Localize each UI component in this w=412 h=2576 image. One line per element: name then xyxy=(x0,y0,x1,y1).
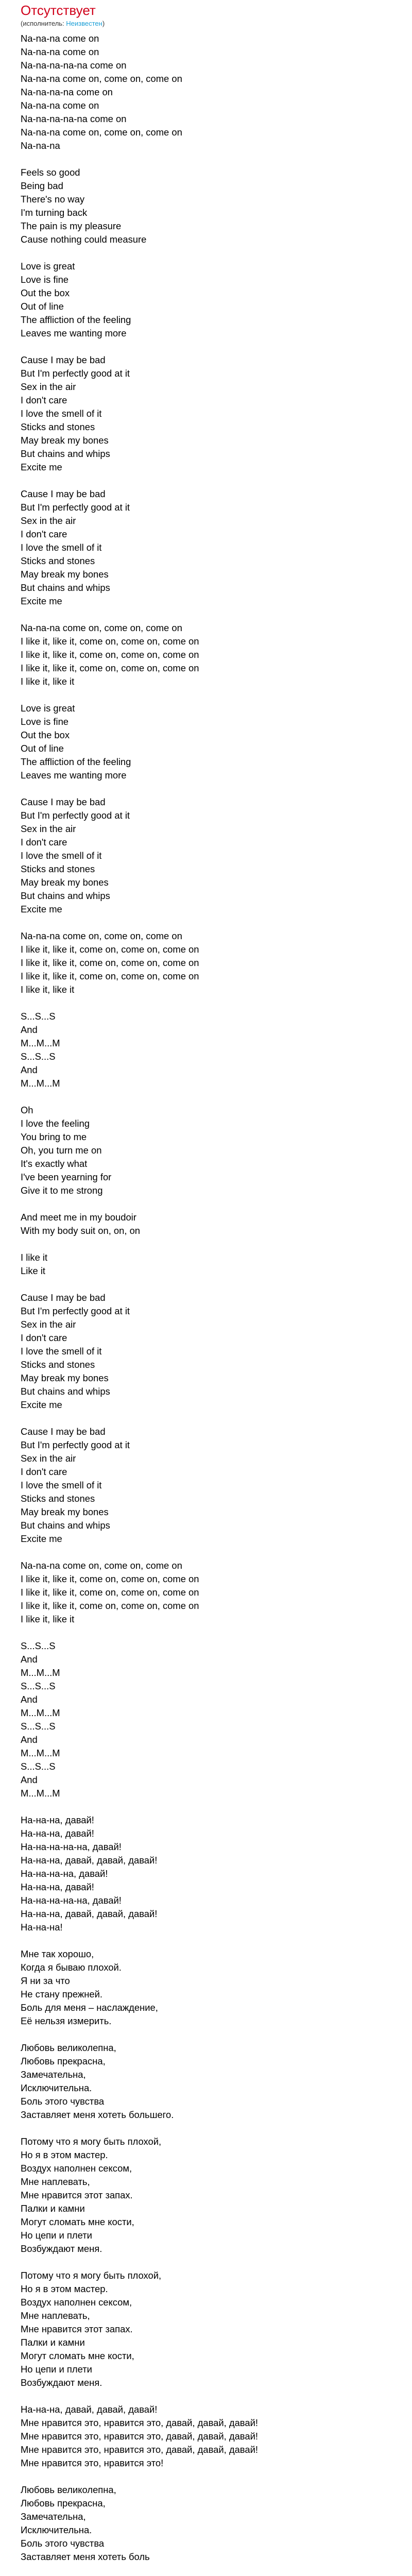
lyric-line: Но я в этом мастер. xyxy=(21,2149,108,2160)
lyric-line: Боль этого чувства xyxy=(21,2096,105,2107)
lyric-line: Na-na-na come on xyxy=(21,46,99,57)
lyric-line: But I'm perfectly good at it xyxy=(21,1439,130,1450)
lyric-line: Заставляет меня хотеть боль xyxy=(21,2551,150,2562)
lyrics-text xyxy=(21,32,391,2564)
lyric-line: Being bad xyxy=(21,180,63,191)
lyric-line: Могут сломать мне кости, xyxy=(21,2216,134,2227)
lyric-line: But chains and whips xyxy=(21,448,110,459)
lyric-line: Excite me xyxy=(21,462,62,472)
lyric-line: I don't care xyxy=(21,1332,67,1343)
lyric-line: Её нельзя измерить. xyxy=(21,2015,112,2026)
lyric-line: Out of line xyxy=(21,743,64,754)
lyric-line: But chains and whips xyxy=(21,1520,110,1531)
lyric-line: I like it, like it, come on, come on, come on xyxy=(21,649,199,660)
lyric-line: Не стану прежней. xyxy=(21,1989,102,1999)
lyric-line xyxy=(21,340,391,353)
lyric-line: Cause I may be bad xyxy=(21,1292,106,1303)
lyric-line: May break my bones xyxy=(21,877,109,888)
lyric-line: I don't care xyxy=(21,837,67,848)
lyric-line: I like it xyxy=(21,1252,48,1263)
lyric-line: I don't care xyxy=(21,395,67,405)
lyric-line: Cause I may be bad xyxy=(21,1426,106,1437)
lyric-line: Na-na-na come on, come on, come on xyxy=(21,1560,182,1571)
lyric-line: The pain is my pleasure xyxy=(21,221,122,231)
lyric-line: I like it, like it, come on, come on, come on xyxy=(21,636,199,647)
lyric-line xyxy=(21,1412,391,1425)
lyric-line: Мне нравится это, нравится это, давай, давай, давай! xyxy=(21,2431,258,2442)
lyric-line: Na-na-na-na-na come on xyxy=(21,113,127,124)
lyric-line: Excite me xyxy=(21,904,62,914)
lyric-line: Sex in the air xyxy=(21,1453,76,1464)
lyric-line: I love the smell of it xyxy=(21,850,102,861)
lyric-line: Но я в этом мастер. xyxy=(21,2283,108,2294)
lyric-line xyxy=(21,916,391,929)
lyric-line: I like it, like it, come on, come on, come on xyxy=(21,957,199,968)
lyric-line: На-на-на, давай, давай, давай! xyxy=(21,1855,158,1866)
lyric-line: I like it, like it, come on, come on, come on xyxy=(21,663,199,673)
lyric-line: Excite me xyxy=(21,596,62,606)
lyric-line: Na-na-na-na come on xyxy=(21,87,113,97)
lyric-line: I love the smell of it xyxy=(21,1346,102,1357)
lyric-line: Заставляет меня хотеть большего. xyxy=(21,2109,174,2120)
lyric-line: Мне нравится этот запах. xyxy=(21,2324,133,2334)
artist-prefix: (исполнитель: xyxy=(21,20,66,27)
lyric-line: Na-na-na come on xyxy=(21,100,99,111)
lyric-line: Out of line xyxy=(21,301,64,312)
lyric-line: But I'm perfectly good at it xyxy=(21,810,130,821)
lyric-line: Могут сломать мне кости, xyxy=(21,2350,134,2361)
lyric-line: But I'm perfectly good at it xyxy=(21,368,130,379)
lyric-line: Cause I may be bad xyxy=(21,488,106,499)
lyric-line: I like it, like it, come on, come on, come on xyxy=(21,1600,199,1611)
lyric-line: Sex in the air xyxy=(21,823,76,834)
lyric-line: I love the smell of it xyxy=(21,542,102,553)
lyric-line: I like it, like it, come on, come on, come on xyxy=(21,944,199,955)
lyric-line: S...S...S xyxy=(21,1681,56,1691)
lyric-line: I don't care xyxy=(21,1466,67,1477)
lyric-line xyxy=(21,2256,391,2269)
lyric-line: I'm turning back xyxy=(21,207,88,218)
lyric-line: Love is great xyxy=(21,261,75,272)
lyric-line: There's no way xyxy=(21,194,85,205)
lyric-line xyxy=(21,1934,391,1947)
lyric-line: And xyxy=(21,1654,38,1665)
lyric-line: Исключительна. xyxy=(21,2082,92,2093)
lyric-line: Любовь прекрасна, xyxy=(21,2498,106,2509)
lyric-line: На-на-на, давай! xyxy=(21,1882,94,1892)
lyric-line: Воздух наполнен сексом, xyxy=(21,2297,132,2308)
lyric-line: На-на-на-на-на, давай! xyxy=(21,1895,122,1906)
lyric-line: Na-na-na come on xyxy=(21,33,99,44)
lyric-line: Like it xyxy=(21,1265,46,1276)
lyric-line: S...S...S xyxy=(21,1761,56,1772)
lyric-line: Na-na-na xyxy=(21,140,60,151)
lyric-line: Мне так хорошо, xyxy=(21,1948,94,1959)
lyric-line: S...S...S xyxy=(21,1640,56,1651)
lyric-line: Leaves me wanting more xyxy=(21,328,127,338)
lyric-line: S...S...S xyxy=(21,1721,56,1732)
lyric-line: Любовь великолепна, xyxy=(21,2042,116,2053)
lyric-line: Na-na-na come on, come on, come on xyxy=(21,73,182,84)
lyric-line: May break my bones xyxy=(21,569,109,580)
lyric-line: I like it, like it xyxy=(21,1614,75,1624)
lyric-line: And xyxy=(21,1064,38,1075)
artist-link[interactable]: Неизвестен xyxy=(66,20,102,27)
lyric-line: Feels so good xyxy=(21,167,80,178)
lyric-line: Воздух наполнен сексом, xyxy=(21,2163,132,2174)
lyric-line: Мне наплевать, xyxy=(21,2310,90,2321)
lyric-line: Cause I may be bad xyxy=(21,796,106,807)
lyric-line: Sticks and stones xyxy=(21,863,95,874)
lyric-line: I love the feeling xyxy=(21,1118,90,1129)
lyric-line xyxy=(21,1800,391,1814)
lyric-line: And xyxy=(21,1774,38,1785)
lyric-line: Na-na-na come on, come on, come on xyxy=(21,622,182,633)
lyric-line: Замечательна, xyxy=(21,2069,86,2080)
lyric-line: S...S...S xyxy=(21,1011,56,1022)
lyric-line: Cause nothing could measure xyxy=(21,234,147,245)
lyric-line: Я ни за что xyxy=(21,1975,70,1986)
lyric-line xyxy=(21,2028,391,2041)
artist-suffix: ) xyxy=(102,20,105,27)
lyric-line: На-на-на, давай! xyxy=(21,1815,94,1825)
lyric-line: Мне нравится это, нравится это! xyxy=(21,2458,164,2468)
lyric-line xyxy=(21,152,391,166)
lyric-line: May break my bones xyxy=(21,1372,109,1383)
lyric-line: And xyxy=(21,1734,38,1745)
lyric-line: And xyxy=(21,1024,38,1035)
lyric-line xyxy=(21,688,391,702)
lyric-line: Возбуждают меня. xyxy=(21,2377,102,2388)
lyric-line: But chains and whips xyxy=(21,582,110,593)
lyric-line: S...S...S xyxy=(21,1051,56,1062)
lyric-line: Когда я бываю плохой. xyxy=(21,1962,122,1973)
lyric-line: But chains and whips xyxy=(21,1386,110,1397)
lyric-line: Мне нравится это, нравится это, давай, давай, давай! xyxy=(21,2444,258,2455)
song-title: Отсутствует xyxy=(21,3,96,18)
lyric-line: M...M...M xyxy=(21,1667,60,1678)
lyric-line: На-на-на-на, давай! xyxy=(21,1868,108,1879)
lyric-line: M...M...M xyxy=(21,1038,60,1048)
lyric-line: Oh, you turn me on xyxy=(21,1145,102,1156)
lyric-line: Потому что я могу быть плохой, xyxy=(21,2136,162,2147)
lyric-line: Sticks and stones xyxy=(21,1493,95,1504)
lyric-line: The affliction of the feeling xyxy=(21,314,131,325)
lyric-line: Любовь прекрасна, xyxy=(21,2056,106,2066)
lyric-line: I like it, like it, come on, come on, come on xyxy=(21,1573,199,1584)
lyric-line: Возбуждают меня. xyxy=(21,2243,102,2254)
lyric-line: Out the box xyxy=(21,730,70,740)
lyric-line: Боль этого чувства xyxy=(21,2538,105,2549)
lyric-line: Мне нравится это, нравится это, давай, давай, давай! xyxy=(21,2417,258,2428)
lyric-line: I don't care xyxy=(21,529,67,539)
lyric-line: But I'm perfectly good at it xyxy=(21,502,130,513)
lyric-line: Замечательна, xyxy=(21,2511,86,2522)
lyric-line xyxy=(21,1090,391,1104)
lyric-line: Sex in the air xyxy=(21,515,76,526)
lyric-line xyxy=(21,608,391,621)
lyric-line: Потому что я могу быть плохой, xyxy=(21,2270,162,2281)
lyric-line: M...M...M xyxy=(21,1707,60,1718)
lyric-line xyxy=(21,474,391,487)
lyric-line: I love the smell of it xyxy=(21,1480,102,1490)
lyric-line: Sticks and stones xyxy=(21,555,95,566)
lyric-line: Sex in the air xyxy=(21,381,76,392)
lyric-line: Na-na-na-na-na come on xyxy=(21,60,127,71)
lyric-line: The affliction of the feeling xyxy=(21,756,131,767)
lyric-line: Любовь великолепна, xyxy=(21,2484,116,2495)
lyric-line xyxy=(21,782,391,795)
lyric-line xyxy=(21,246,391,260)
lyric-line: На-на-на, давай! xyxy=(21,1828,94,1839)
lyric-line: На-на-на, давай, давай, давай! xyxy=(21,1908,158,1919)
lyric-line: May break my bones xyxy=(21,435,109,446)
lyric-line: Cause I may be bad xyxy=(21,354,106,365)
lyric-line xyxy=(21,1238,391,1251)
lyric-line: Палки и камни xyxy=(21,2337,85,2348)
lyric-line xyxy=(21,1197,391,1211)
lyric-line: Excite me xyxy=(21,1399,62,1410)
lyric-line: Oh xyxy=(21,1105,33,1115)
lyric-line: На-на-на, давай, давай, давай! xyxy=(21,2404,158,2415)
artist-line xyxy=(21,20,391,28)
lyric-line: Love is fine xyxy=(21,274,69,285)
lyric-line xyxy=(21,2470,391,2483)
lyric-line xyxy=(21,1546,391,1559)
lyric-line: I like it, like it xyxy=(21,676,75,687)
lyric-line: Sticks and stones xyxy=(21,1359,95,1370)
lyric-line: May break my bones xyxy=(21,1506,109,1517)
lyric-line: But I'm perfectly good at it xyxy=(21,1306,130,1316)
lyric-line: And xyxy=(21,1694,38,1705)
lyric-line: With my body suit on, on, on xyxy=(21,1225,141,1236)
lyric-line: На-на-на-на-на, давай! xyxy=(21,1841,122,1852)
lyric-line: I like it, like it, come on, come on, come on xyxy=(21,971,199,981)
lyric-line: You bring to me xyxy=(21,1131,87,1142)
lyric-line: And meet me in my boudoir xyxy=(21,1212,136,1223)
lyric-line: I like it, like it, come on, come on, come on xyxy=(21,1587,199,1598)
lyric-line: M...M...M xyxy=(21,1788,60,1799)
lyric-line: Love is great xyxy=(21,703,75,714)
lyric-line: Мне наплевать, xyxy=(21,2176,90,2187)
lyric-line xyxy=(21,1626,391,1639)
lyric-line: Но цепи и плети xyxy=(21,2230,92,2241)
lyric-line: M...M...M xyxy=(21,1078,60,1089)
lyric-line: Love is fine xyxy=(21,716,69,727)
lyric-line xyxy=(21,2122,391,2135)
lyric-line: Палки и камни xyxy=(21,2203,85,2214)
lyric-line: Na-na-na come on, come on, come on xyxy=(21,127,182,138)
lyric-line: I like it, like it xyxy=(21,984,75,995)
lyric-line: Out the box xyxy=(21,287,70,298)
lyric-line xyxy=(21,2389,391,2403)
lyric-line: I've been yearning for xyxy=(21,1172,112,1182)
lyric-line: M...M...M xyxy=(21,1748,60,1758)
lyric-line: Мне нравится этот запах. xyxy=(21,2190,133,2200)
lyric-line: Leaves me wanting more xyxy=(21,770,127,781)
lyric-line: Excite me xyxy=(21,1533,62,1544)
lyric-line: Боль для меня – наслаждение, xyxy=(21,2002,158,2013)
lyric-line: Give it to me strong xyxy=(21,1185,103,1196)
lyric-line: But chains and whips xyxy=(21,890,110,901)
lyric-line xyxy=(21,1278,391,1291)
lyric-line: Исключительна. xyxy=(21,2524,92,2535)
lyric-line: Но цепи и плети xyxy=(21,2364,92,2375)
lyric-line: I love the smell of it xyxy=(21,408,102,419)
lyric-line: Sticks and stones xyxy=(21,421,95,432)
lyric-line: На-на-на! xyxy=(21,1922,63,1933)
lyric-line xyxy=(21,996,391,1010)
lyric-line: Sex in the air xyxy=(21,1319,76,1330)
lyric-line: It's exactly what xyxy=(21,1158,88,1169)
lyric-line: Na-na-na come on, come on, come on xyxy=(21,930,182,941)
